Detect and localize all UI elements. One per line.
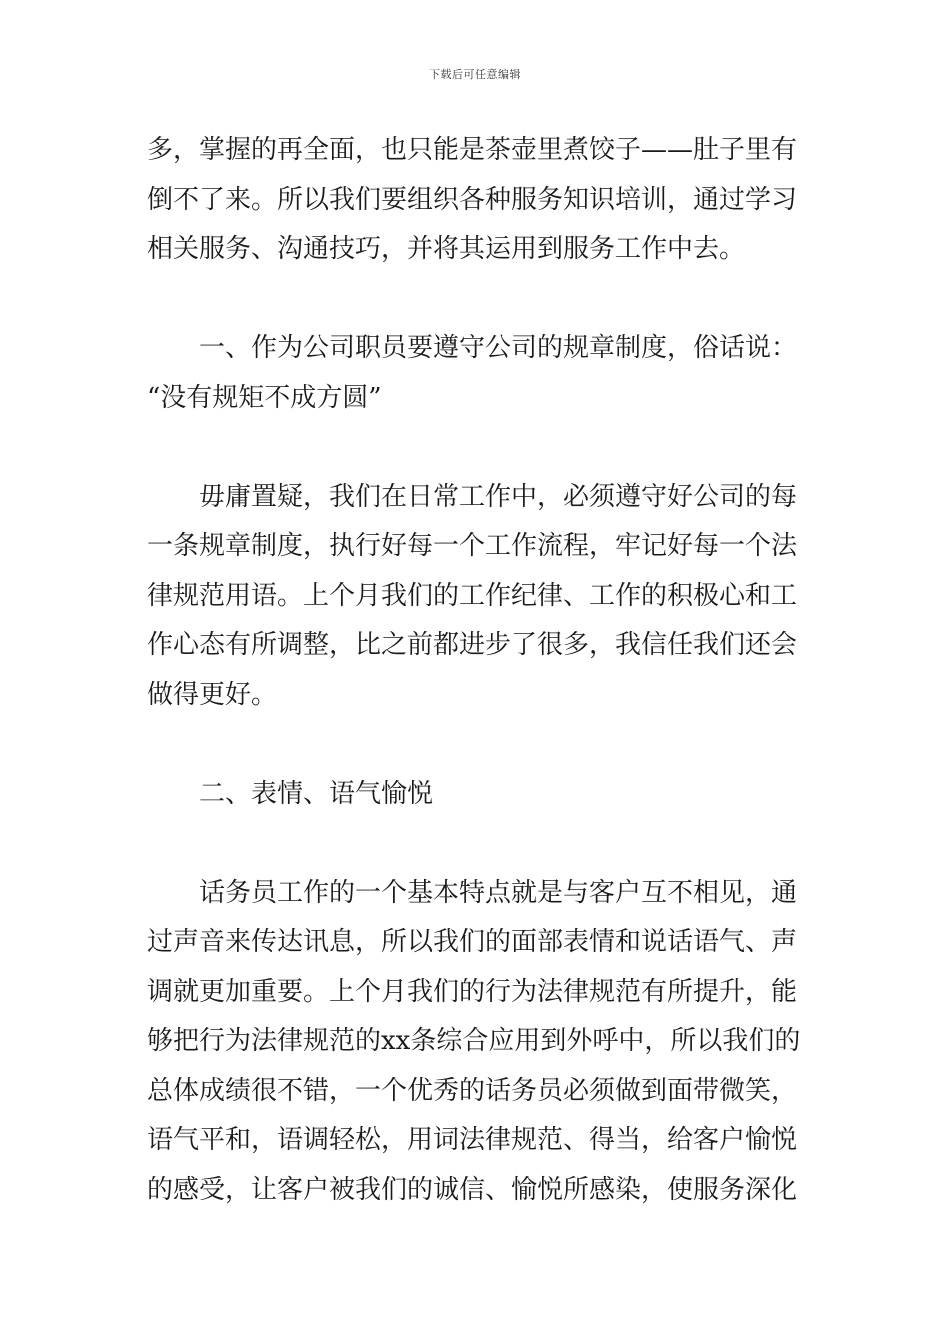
- text-line: 倒不了来。所以我们要组织各种服务知识培训，通过学习: [147, 184, 798, 215]
- section-heading-tone: [147, 770, 807, 820]
- text-line: 相关服务、沟通技巧，并将其运用到服务工作中去。: [147, 234, 746, 264]
- text-line: 总体成绩很不错，一个优秀的话务员必须做到面带微笑，: [147, 1075, 798, 1106]
- document-body: [147, 126, 807, 1215]
- text-line: 律规范用语。上个月我们的工作纪律、工作的积极心和工: [147, 580, 798, 611]
- text-line: “没有规矩不成方圆”: [147, 382, 382, 413]
- text-line: 语气平和，语调轻松，用词法律规范、得当，给客户愉悦: [147, 1125, 798, 1155]
- paragraph-continuation: [147, 126, 807, 275]
- text-line: 过声音来传达讯息，所以我们的面部表情和说话语气、声: [147, 927, 798, 957]
- text-line: 一条规章制度，执行好每一个工作流程，牢记好每一个法: [147, 531, 798, 561]
- text-line: 多，掌握的再全面，也只能是茶壶里煮饺子——肚子里有: [147, 135, 798, 165]
- page-header: 下载后可任意编辑: [429, 68, 521, 81]
- text-line: 一、作为公司职员要遵守公司的规章制度，俗话说：: [199, 333, 798, 363]
- text-line: 话务员工作的一个基本特点就是与客户互不相见，通: [199, 877, 798, 908]
- text-line: 毋庸置疑，我们在日常工作中，必须遵守好公司的每: [199, 481, 798, 512]
- text-line: 的感受，让客户被我们的诚信、愉悦所感染，使服务深化: [147, 1174, 798, 1205]
- text-line: 做得更好。: [147, 679, 278, 710]
- paragraph-rules-body: [147, 473, 807, 721]
- paragraph-tone-body: [147, 869, 807, 1216]
- section-heading-rules: [147, 324, 807, 423]
- text-line: 调就更加重要。上个月我们的行为法律规范有所提升，能: [147, 976, 798, 1007]
- text-line: 够把行为法律规范的xx条综合应用到外呼中，所以我们的: [147, 1026, 801, 1056]
- text-line: 作心态有所调整，比之前都进步了很多，我信任我们还会: [147, 630, 798, 660]
- text-line: 二、表情、语气愉悦: [199, 778, 434, 809]
